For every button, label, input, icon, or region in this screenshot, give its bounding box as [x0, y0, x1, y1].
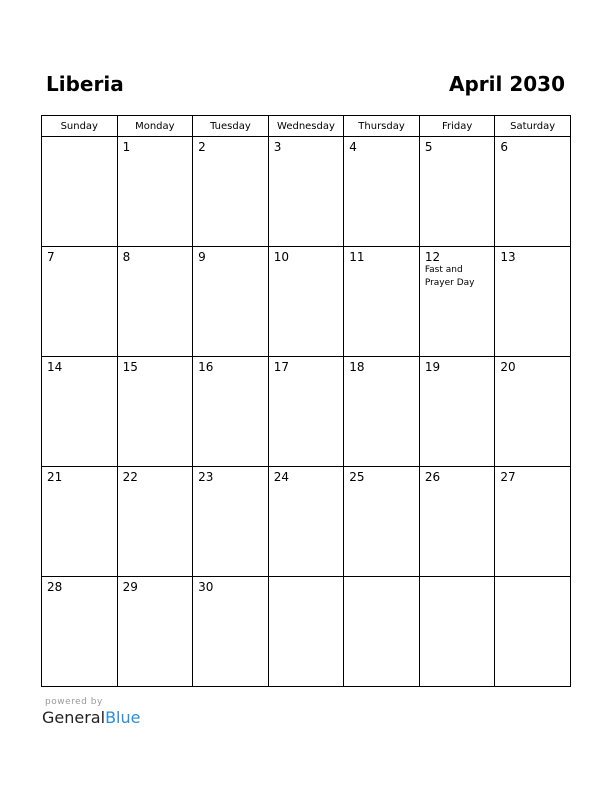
day-number — [269, 577, 344, 580]
holiday-label: Fast and Prayer Day — [424, 265, 475, 288]
day-number: 20 — [500, 360, 516, 374]
day-cell — [117, 137, 193, 247]
day-number: 14 — [47, 360, 63, 374]
day-number: 13 — [500, 250, 516, 264]
day-number: 30 — [198, 580, 214, 594]
day-cell — [495, 577, 571, 687]
brand-blue: Blue — [105, 708, 141, 727]
day-number: 28 — [47, 580, 63, 594]
day-cell — [268, 467, 344, 577]
weekday-thursday: Thursday — [344, 116, 420, 137]
day-number: 22 — [122, 470, 138, 484]
day-number: 25 — [349, 470, 365, 484]
day-number: 29 — [122, 580, 138, 594]
day-cell — [344, 577, 420, 687]
day-number: 16 — [198, 360, 214, 374]
week-row-4 — [42, 467, 571, 577]
day-number: 1 — [122, 140, 131, 154]
day-cell — [419, 357, 495, 467]
day-cell — [419, 577, 495, 687]
day-cell — [344, 467, 420, 577]
day-cell — [495, 467, 571, 577]
week-row-3 — [42, 357, 571, 467]
day-cell — [268, 137, 344, 247]
day-cell — [42, 247, 118, 357]
week-row-5 — [42, 577, 571, 687]
country-title: Liberia — [46, 72, 124, 96]
day-cell — [193, 577, 269, 687]
day-number — [344, 577, 419, 580]
day-number: 7 — [47, 250, 55, 264]
day-number: 6 — [500, 140, 509, 154]
day-number: 17 — [273, 360, 289, 374]
weekday-monday: Monday — [117, 116, 193, 137]
day-cell — [344, 357, 420, 467]
day-number: 2 — [198, 140, 206, 154]
day-cell — [419, 137, 495, 247]
day-number: 18 — [349, 360, 365, 374]
day-number: 3 — [273, 140, 282, 154]
day-cell — [193, 467, 269, 577]
day-cell — [268, 247, 344, 357]
powered-by-text: powered by — [45, 697, 103, 707]
day-number: 12 — [424, 250, 441, 264]
day-cell — [193, 357, 269, 467]
day-number: 11 — [349, 250, 365, 264]
day-cell — [495, 357, 571, 467]
day-number: 5 — [424, 140, 433, 154]
weekday-friday: Friday — [419, 116, 495, 137]
day-number: 9 — [198, 250, 206, 264]
day-cell — [42, 137, 118, 247]
month-title: April 2030 — [449, 72, 565, 96]
day-number — [495, 577, 570, 580]
day-number: 21 — [47, 470, 63, 484]
brand-logo — [42, 708, 140, 728]
weekday-header-row — [42, 116, 571, 137]
day-number: 15 — [122, 360, 138, 374]
day-cell — [193, 247, 269, 357]
day-cell — [344, 137, 420, 247]
day-number: 27 — [500, 470, 516, 484]
week-row-2 — [42, 247, 571, 357]
weekday-saturday: Saturday — [495, 116, 571, 137]
week-row-1 — [42, 137, 571, 247]
day-number: 10 — [273, 250, 289, 264]
day-cell-holiday — [419, 247, 495, 357]
weekday-wednesday: Wednesday — [268, 116, 344, 137]
day-cell — [419, 467, 495, 577]
weekday-sunday: Sunday — [42, 116, 118, 137]
day-cell — [42, 357, 118, 467]
day-cell — [495, 137, 571, 247]
day-cell — [193, 137, 269, 247]
day-cell — [42, 577, 118, 687]
day-cell — [344, 247, 420, 357]
day-number: 24 — [273, 470, 289, 484]
day-number: 23 — [198, 470, 214, 484]
day-cell — [117, 357, 193, 467]
day-cell — [42, 467, 118, 577]
day-number: 26 — [424, 470, 441, 484]
day-number: 8 — [122, 250, 131, 264]
day-cell — [268, 357, 344, 467]
day-cell — [117, 467, 193, 577]
day-cell — [117, 577, 193, 687]
day-cell — [495, 247, 571, 357]
day-number: 4 — [349, 140, 357, 154]
day-number — [420, 577, 495, 580]
calendar-grid — [41, 115, 571, 687]
day-number — [42, 137, 117, 140]
brand-general: General — [42, 708, 106, 727]
day-number: 19 — [424, 360, 441, 374]
weekday-tuesday: Tuesday — [193, 116, 269, 137]
day-cell — [268, 577, 344, 687]
day-cell — [117, 247, 193, 357]
